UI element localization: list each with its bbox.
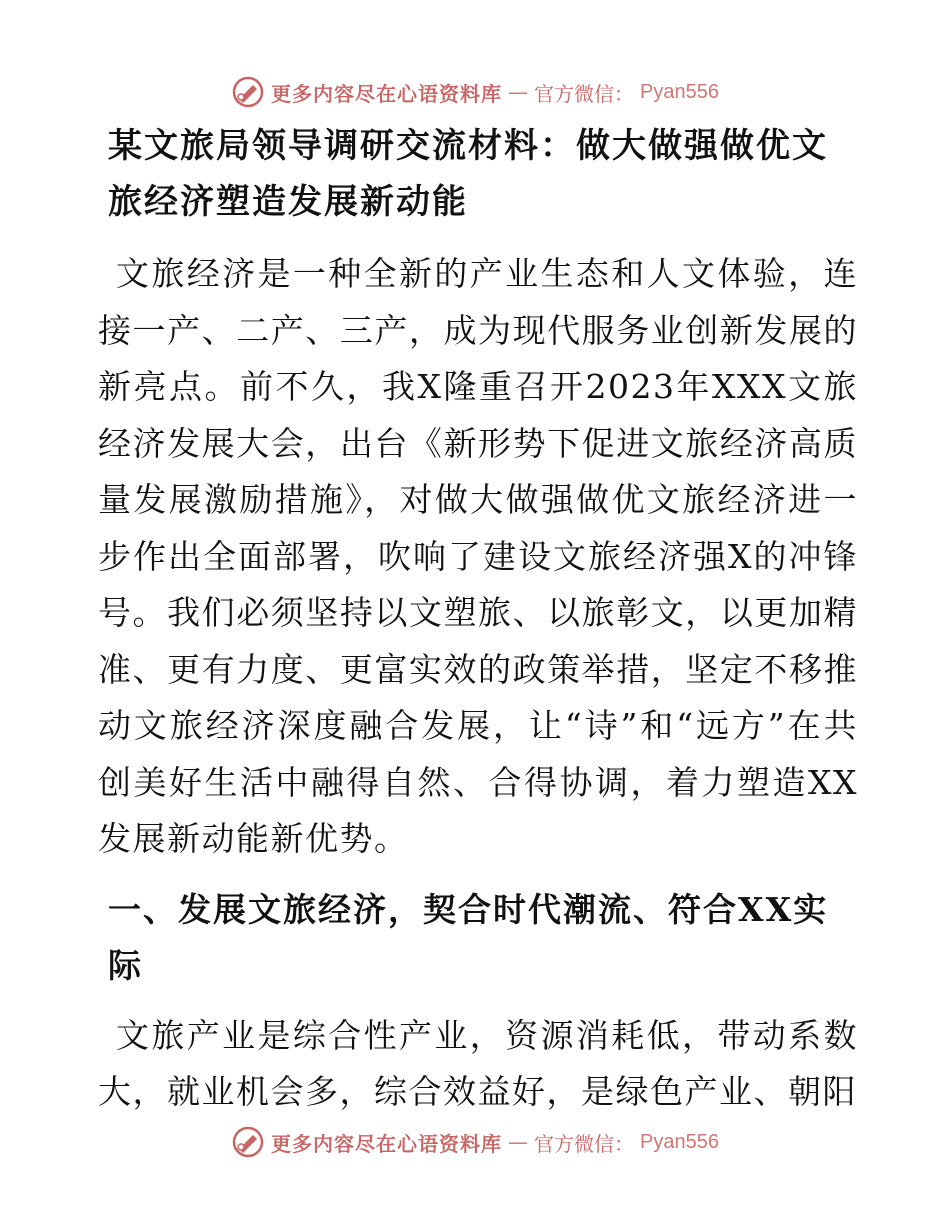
pen-logo-icon	[231, 75, 265, 109]
watermark-wechat-id: Pyan556	[640, 80, 719, 103]
watermark-separator: —	[508, 80, 529, 104]
watermark-wechat-id: Pyan556	[640, 1130, 719, 1153]
body-paragraph: 文旅经济是一种全新的产业生态和人文体验，连接一产、二产、三产，成为现代服务业创新发展的新亮点。前不久，我X隆重召开2023年XXX文旅经济发展大会，出台《新形势下促进文旅经济高质量发展激励措施》，对做大做强做优文旅经济进一步作出全面部署，吹响了建设文旅经济强X的冲锋号。我们必须坚持以文塑旅、以旅彰文，以更加精准、更有力度、更富实效的政策举措，坚定不移推动文旅经济深度融合发展，让“诗”和“远方”在共创美好生活中融得自然、合得协调，着力塑造XX发展新动能新优势。	[98, 254, 858, 858]
section-paragraph: 文旅产业是综合性产业，资源消耗低，带动系数大，就业机会多，综合效益好，是绿色产业、朝阳	[98, 1015, 858, 1111]
section-heading: 一、发展文旅经济，契合时代潮流、符合XX实际	[108, 889, 829, 985]
document-body	[98, 118, 858, 1121]
watermark-wechat-label: 官方微信：	[534, 81, 635, 106]
watermark-site-text: 更多内容尽在心语资料库	[271, 81, 503, 106]
pen-logo-icon	[231, 1125, 265, 1159]
document-title: 某文旅局领导调研交流材料：做大做强做优文旅经济塑造发展新动能	[108, 126, 828, 222]
watermark-banner-bottom	[0, 1122, 950, 1162]
watermark-wechat-label: 官方微信：	[534, 1131, 635, 1156]
watermark-banner-top	[0, 72, 950, 112]
watermark-site-text: 更多内容尽在心语资料库	[271, 1131, 503, 1156]
watermark-separator: —	[508, 1130, 529, 1154]
